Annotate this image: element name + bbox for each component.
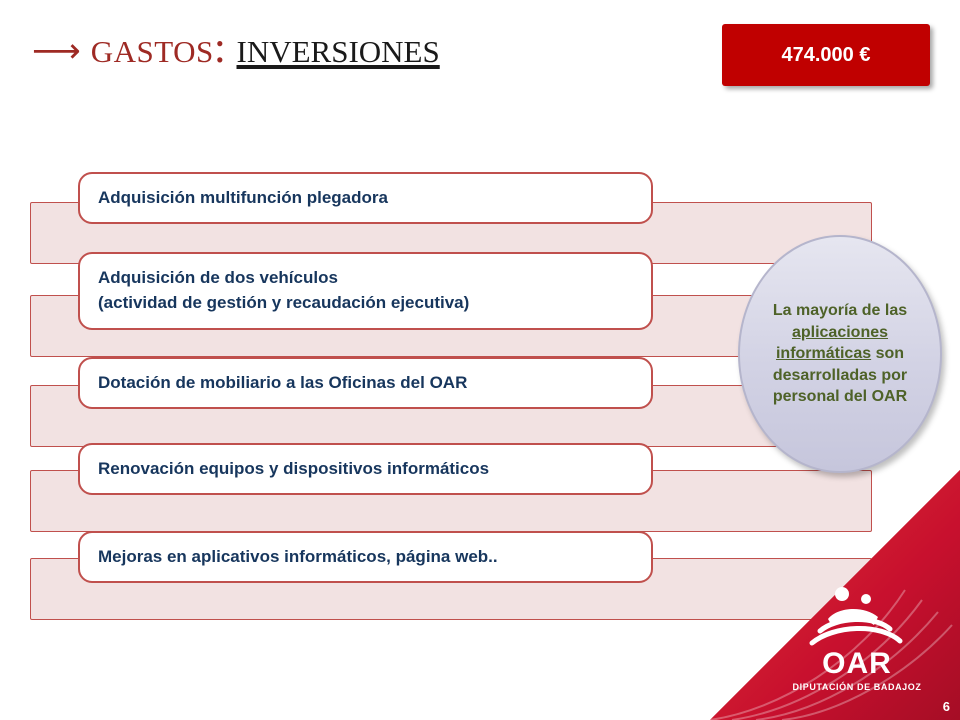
callout-text (754, 300, 926, 408)
arrow-right-icon: ⟶ (32, 31, 81, 71)
callout-text-after: son desarrolladas por personal del OAR (772, 345, 908, 406)
list-item-label: Mejoras en aplicativos informáticos, página web.. (98, 546, 498, 566)
list-item-label-secondary: (actividad de gestión y recaudación ejecutiva) (98, 293, 470, 312)
oar-mark-icon (782, 585, 932, 647)
callout-text-before: La mayoría de las (772, 302, 908, 320)
page-title-sub: inversiones (236, 23, 440, 72)
list-item (78, 252, 653, 330)
list-item-label: Dotación de mobiliario a las Oficinas del OAR (98, 372, 468, 392)
page-title-main: gastos: (90, 23, 227, 72)
oar-logo-subtitle: DIPUTACIÓN DE BADAJOZ (792, 682, 922, 692)
list-item-label: Renovación equipos y dispositivos informáticos (98, 458, 490, 478)
page-title (32, 22, 440, 73)
page-number: 6 (942, 699, 950, 714)
list-item (78, 172, 653, 224)
callout-text-underlined: aplicaciones informáticas (775, 323, 889, 363)
footer-logo-corner (710, 470, 960, 720)
list-item-label: Adquisición multifunción plegadora (98, 187, 388, 207)
amount-badge-value: 474.000 € (781, 43, 871, 66)
list-item (78, 531, 653, 583)
list-item (78, 443, 653, 495)
callout-oval (738, 235, 942, 473)
list-item (78, 357, 653, 409)
list-item-label: Adquisición de dos vehículos (98, 268, 338, 288)
oar-logo-name: OAR (822, 647, 892, 680)
oar-logo (782, 585, 932, 692)
amount-badge (722, 24, 930, 86)
